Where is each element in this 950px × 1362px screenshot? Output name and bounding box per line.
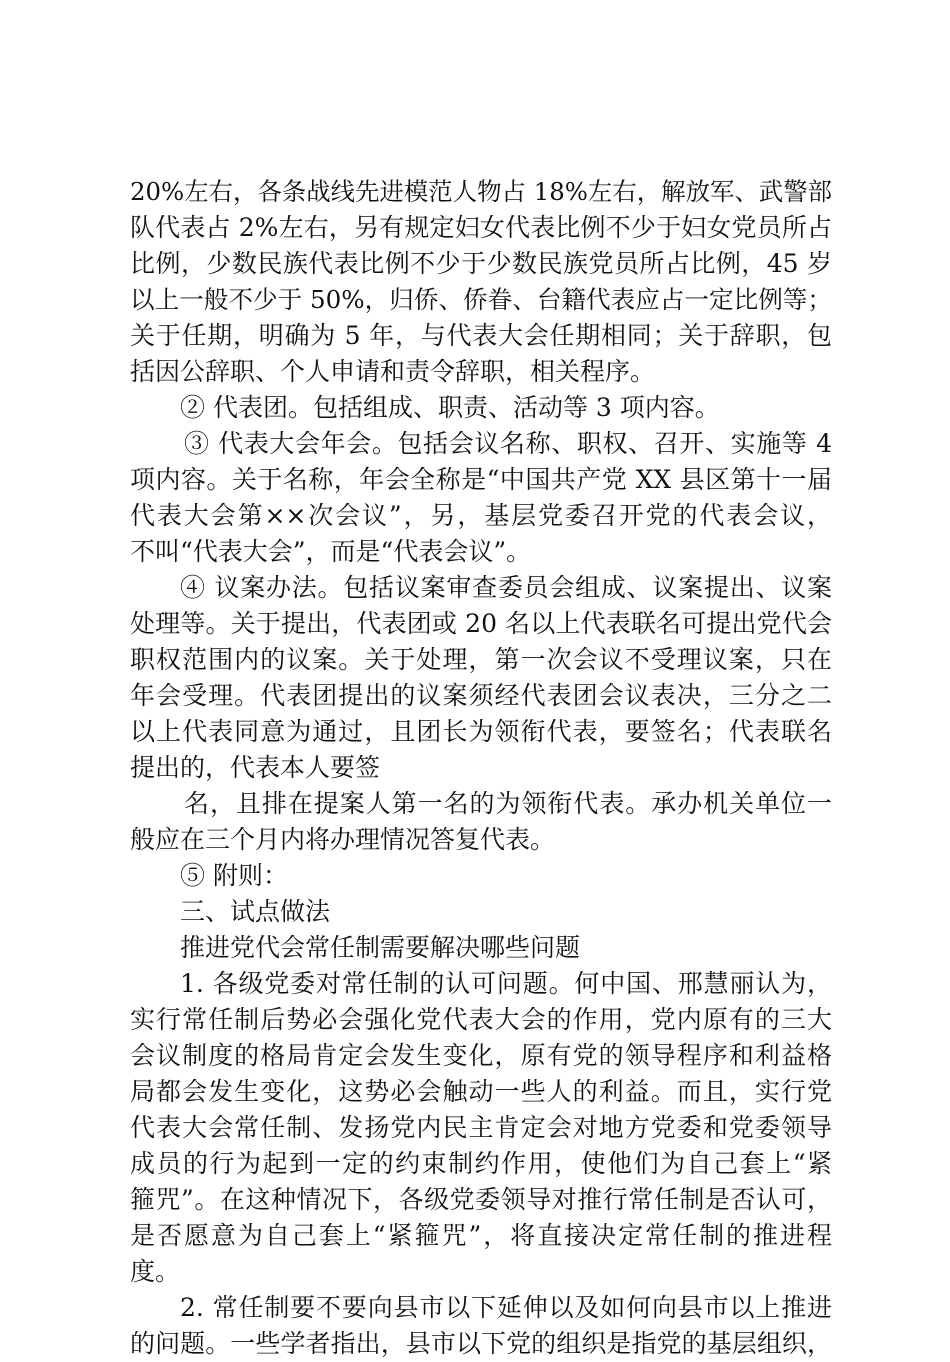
paragraph-start-line: 名，且排在提案人第一名的为领衔代表。承办机关单位一 (184, 789, 832, 818)
text-line: 是否愿意为自己套上“紧箍咒”，将直接决定常任制的推进程 (130, 1221, 832, 1250)
paragraph-start-line: ④ 议案办法。包括议案审查委员会组成、议案提出、议案 (180, 573, 832, 602)
subsection-heading: 推进党代会常任制需要解决哪些问题 (180, 933, 581, 962)
text-line: 括因公辞职、个人申请和责令辞职，相关程序。 (130, 357, 656, 386)
text-line: 成员的行为起到一定的约束制约作用，使他们为自己套上“紧 (130, 1149, 832, 1178)
text-line: 以上代表同意为通过，且团长为领衔代表，要签名；代表联名 (130, 717, 832, 746)
paragraph-start-line: 1. 各级党委对常任制的认可问题。何中国、邢慧丽认为， (180, 969, 832, 998)
text-line: 20%左右，各条战线先进模范人物占 18%左右，解放军、武警部 (130, 177, 832, 206)
text-line: 比例，少数民族代表比例不少于少数民族党员所占比例，45 岁 (130, 249, 832, 278)
paragraph-start-line: 2. 常任制要不要向县市以下延伸以及如何向县市以上推进 (180, 1293, 832, 1322)
text-line: 局都会发生变化，这势必会触动一些人的利益。而且，实行党 (130, 1077, 832, 1106)
text-line: 实行常任制后势必会强化党代表大会的作用，党内原有的三大 (130, 1005, 832, 1034)
text-line: 箍咒”。在这种情况下，各级党委领导对推行常任制是否认可， (130, 1185, 832, 1214)
text-line: 职权范围内的议案。关于处理，第一次会议不受理议案，只在 (130, 645, 832, 674)
text-line: 会议制度的格局肯定会发生变化，原有党的领导程序和利益格 (130, 1041, 832, 1070)
text-line: 提出的，代表本人要签 (130, 753, 381, 782)
text-line: 关于任期，明确为 5 年，与代表大会任期相同；关于辞职，包 (130, 321, 832, 350)
text-line: 处理等。关于提出，代表团或 20 名以上代表联名可提出党代会 (130, 609, 832, 638)
section-heading: 三、试点做法 (180, 897, 331, 926)
paragraph-start-line: ③ 代表大会年会。包括会议名称、职权、召开、实施等 4 (184, 429, 832, 458)
paragraph-start-line: ② 代表团。包括组成、职责、活动等 3 项内容。 (180, 393, 720, 422)
text-line: 代表大会常任制、发扬党内民主肯定会对地方党委和党委领导 (130, 1113, 832, 1142)
text-line: 年会受理。代表团提出的议案须经代表团会议表决，三分之二 (130, 681, 832, 710)
text-line: 项内容。关于名称，年会全称是“中国共产党 XX 县区第十一届 (130, 465, 832, 494)
document-body (130, 174, 832, 1362)
text-line: 般应在三个月内将办理情况答复代表。 (130, 825, 556, 854)
text-line: 队代表占 2%左右，另有规定妇女代表比例不少于妇女党员所占 (130, 213, 832, 242)
paragraph-start-line: ⑤ 附则： (180, 861, 288, 890)
text-line: 的问题。一些学者指出，县市以下党的组织是指党的基层组织， (130, 1329, 832, 1358)
text-line: 度。 (130, 1257, 181, 1286)
text-line: 不叫“代表大会”，而是“代表会议”。 (130, 537, 532, 566)
text-line: 代表大会第××次会议”，另，基层党委召开党的代表会议， (130, 501, 832, 530)
text-line: 以上一般不少于 50%，归侨、侨眷、台籍代表应占一定比例等； (130, 285, 832, 314)
